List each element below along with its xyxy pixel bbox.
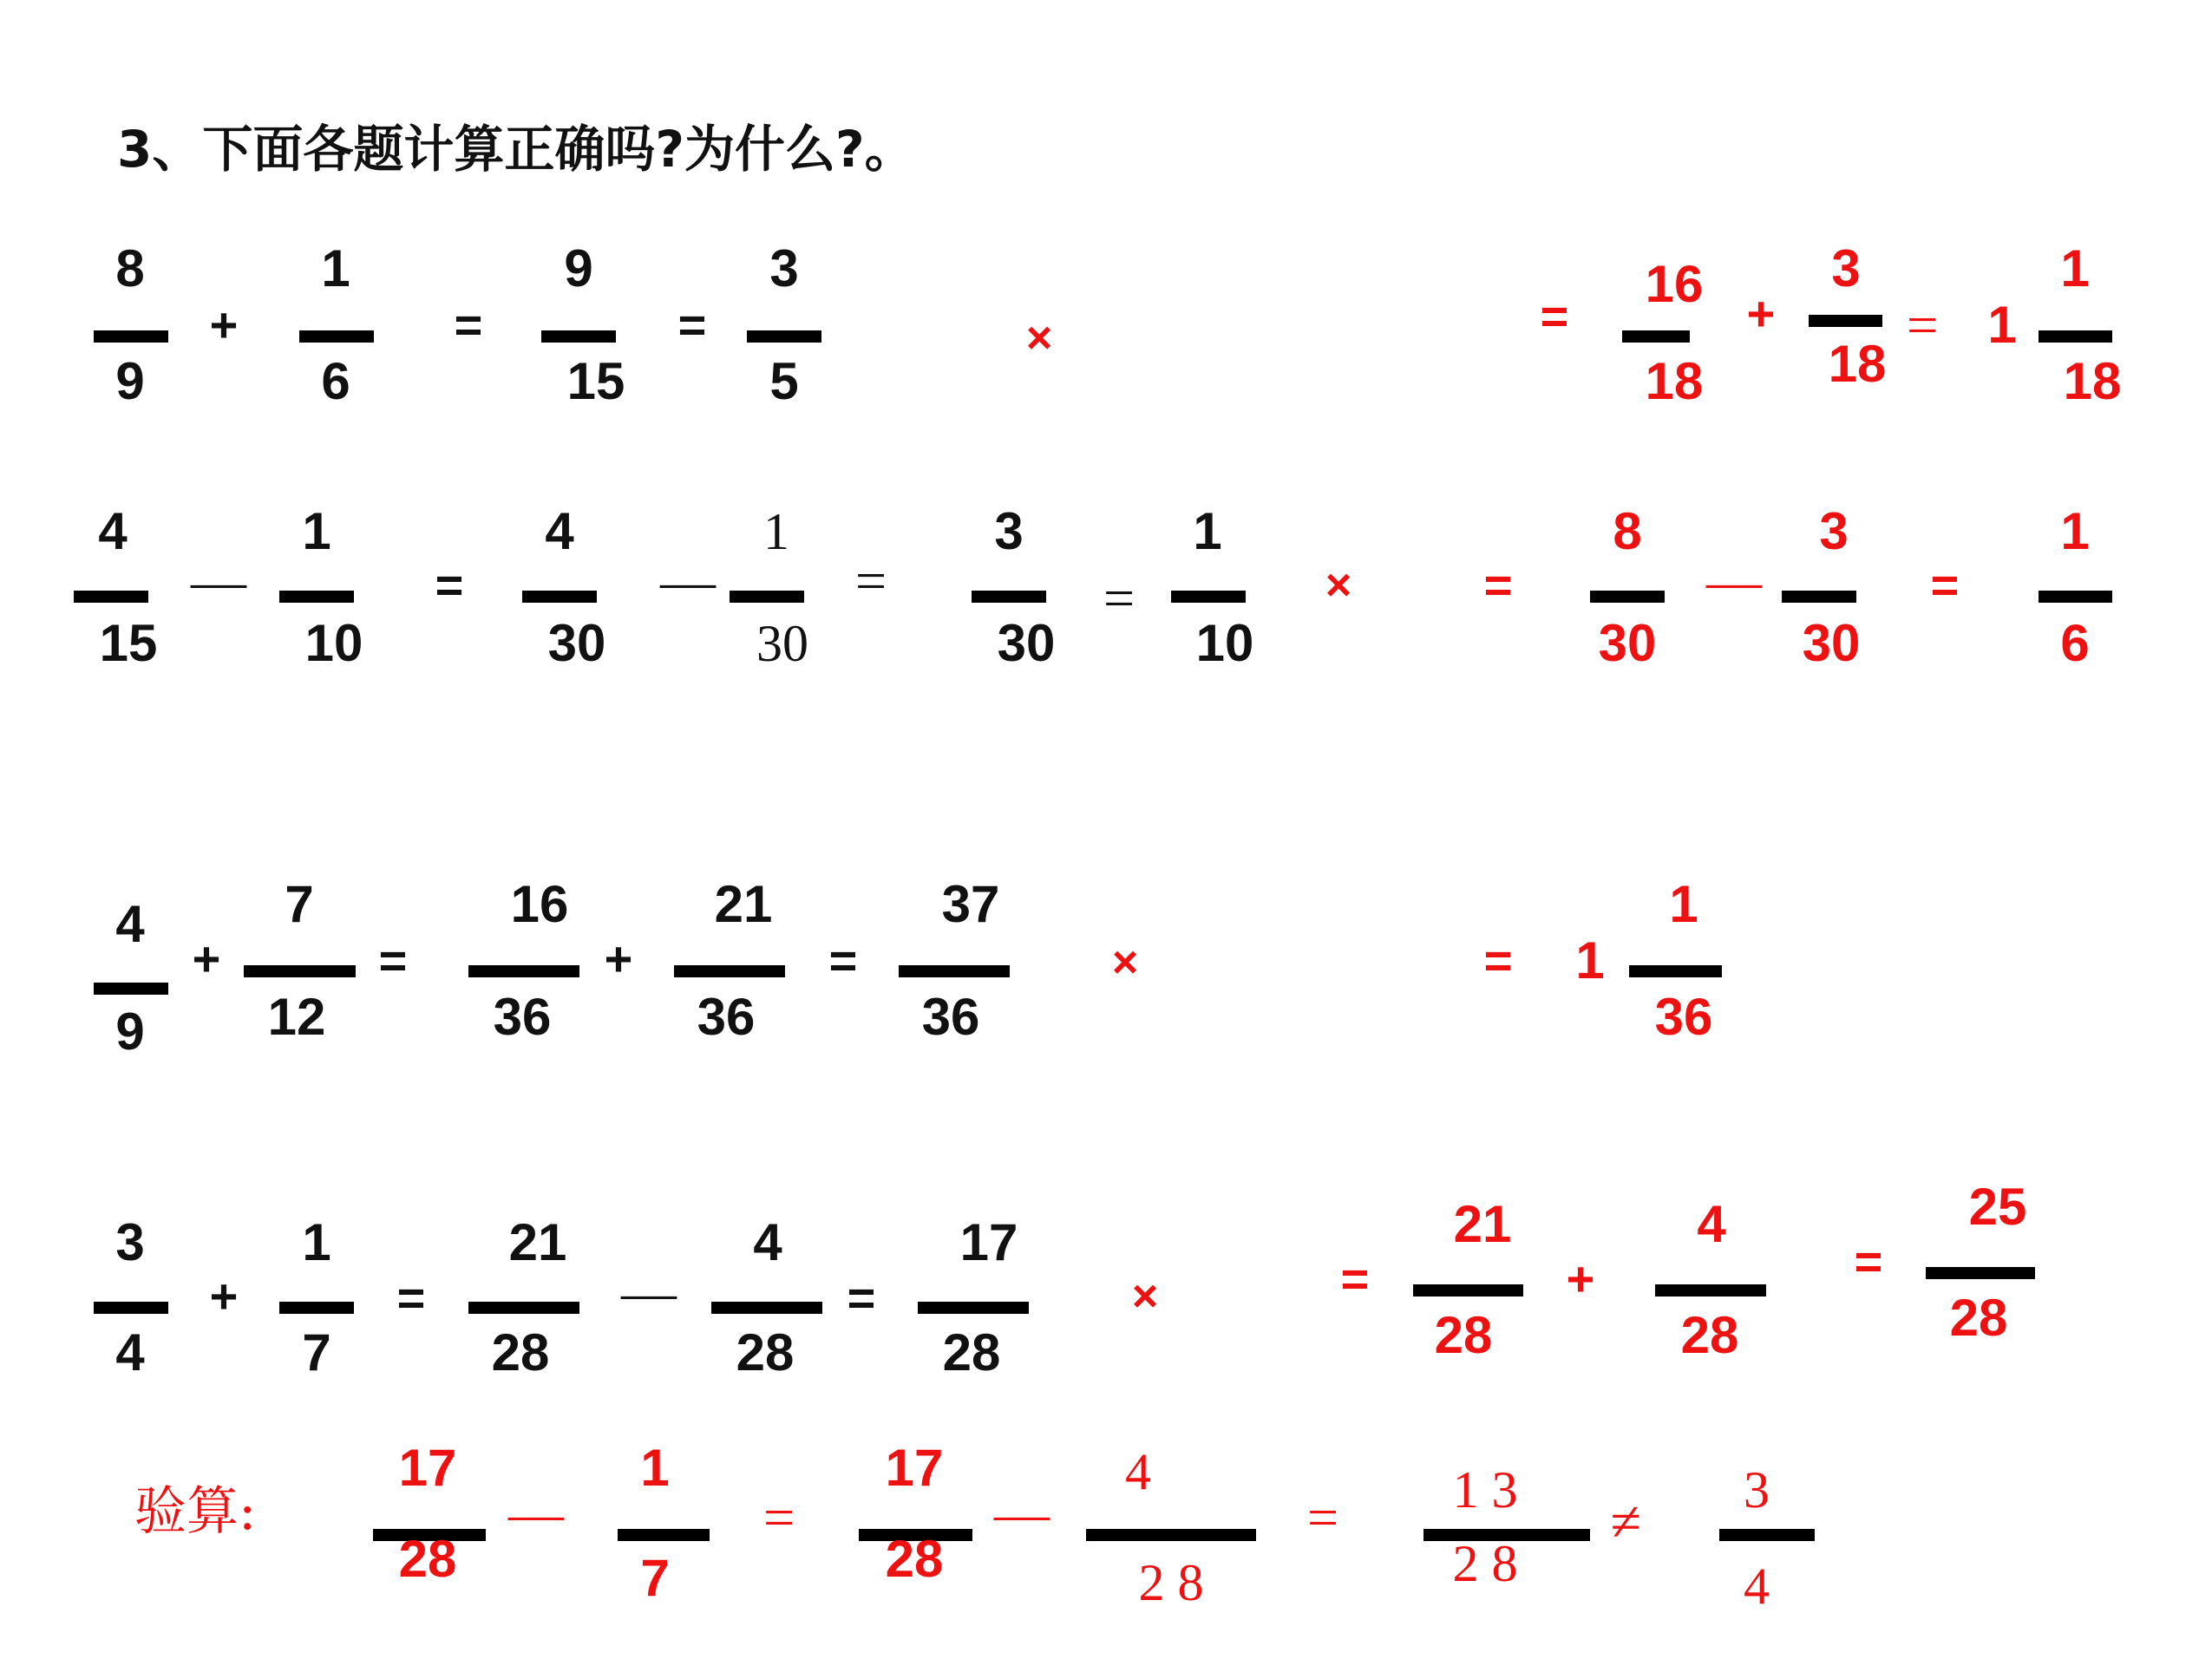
- p2-correction-fraction-3-bar: [2039, 591, 2112, 603]
- p4-work-fraction-2-denominator: 7: [302, 1323, 331, 1381]
- verify-fraction-2-denominator: 7: [640, 1549, 670, 1607]
- p4-correction-fraction-2-bar: [1655, 1284, 1766, 1297]
- p4-work-fraction-4-numerator: 4: [753, 1213, 782, 1271]
- p3-work-fraction-4-bar: [674, 965, 785, 977]
- verify-fraction-4-numerator: 4: [1125, 1443, 1151, 1500]
- equals-sign: =: [828, 933, 858, 988]
- p3-work-fraction-3-bar: [468, 965, 579, 977]
- p4-work-fraction-5-numerator: 17: [959, 1213, 1018, 1271]
- minus-sign: —: [508, 1482, 564, 1544]
- p2-work-fraction-4-bar: [730, 591, 804, 603]
- p2-work-fraction-1-denominator: 15: [99, 614, 158, 672]
- p4-correction-fraction-3-numerator: 25: [1968, 1178, 2027, 1236]
- p2-work-fraction-2-denominator: 10: [304, 614, 363, 672]
- verify-fraction-1-denominator: 28: [398, 1530, 457, 1588]
- plus-sign: +: [192, 931, 221, 986]
- p4-work-fraction-4-denominator: 28: [736, 1323, 795, 1381]
- p3-work-fraction-4-numerator: 21: [714, 875, 773, 933]
- p3-correction-fraction-1-bar: [1629, 965, 1722, 977]
- verify-fraction-1-numerator: 17: [398, 1439, 457, 1497]
- minus-sign: —: [621, 1261, 677, 1323]
- p4-work-fraction-3-denominator: 28: [491, 1323, 550, 1381]
- equals-sign: =: [1854, 1234, 1883, 1289]
- p4-work-fraction-2-bar: [279, 1302, 354, 1314]
- p4-work-fraction-5-bar: [918, 1302, 1029, 1314]
- p4-correction-fraction-2-denominator: 28: [1680, 1306, 1739, 1364]
- p2-correction-fraction-2-denominator: 30: [1802, 614, 1861, 672]
- p2-work-fraction-6-bar: [1171, 591, 1246, 603]
- p4-work-fraction-3-numerator: 21: [508, 1213, 567, 1271]
- p1-work-fraction-3-denominator: 15: [566, 352, 625, 410]
- p3-work-fraction-5-denominator: 36: [921, 988, 980, 1046]
- minus-sign: —: [191, 550, 246, 611]
- p1-work-fraction-3-bar: [541, 330, 616, 343]
- p1-correction-fraction-3-numerator: 1: [2060, 239, 2090, 297]
- plus-sign: +: [1566, 1251, 1595, 1306]
- p2-correction-fraction-3-numerator: 1: [2060, 502, 2090, 560]
- p2-work-fraction-4-denominator: 30: [756, 615, 808, 672]
- mixed-number-whole: 1: [1987, 296, 2017, 354]
- p1-work-fraction-1-numerator: 8: [115, 239, 145, 297]
- p2-work-fraction-2-bar: [279, 591, 354, 603]
- p2-work-fraction-2-numerator: 1: [302, 502, 331, 560]
- p4-correction-fraction-1-numerator: 21: [1453, 1195, 1512, 1253]
- verify-fraction-3-denominator: 28: [885, 1530, 944, 1588]
- p4-work-fraction-3-bar: [468, 1302, 579, 1314]
- p2-correction-fraction-2-bar: [1782, 591, 1856, 603]
- p2-correction-fraction-1-denominator: 30: [1598, 614, 1657, 672]
- equals-sign: =: [1103, 567, 1135, 629]
- wrong-mark: ×: [1325, 560, 1352, 611]
- equals-sign: =: [847, 1270, 876, 1325]
- page-title: 3、下面各题计算正确吗?为什么?。: [117, 120, 915, 179]
- equals-sign: =: [454, 297, 483, 352]
- p2-work-fraction-5-numerator: 3: [994, 502, 1024, 560]
- plus-sign: +: [604, 931, 633, 986]
- equals-sign: =: [677, 297, 707, 352]
- p4-work-fraction-1-denominator: 4: [115, 1323, 145, 1381]
- p1-correction-fraction-2-bar: [1809, 315, 1882, 327]
- equals-sign: =: [1930, 558, 1960, 612]
- p2-work-fraction-3-bar: [522, 591, 597, 603]
- p1-work-fraction-4-bar: [747, 330, 821, 343]
- p3-work-fraction-1-denominator: 9: [115, 1003, 145, 1061]
- verify-fraction-2-numerator: 1: [640, 1439, 670, 1497]
- plus-sign: +: [1746, 286, 1776, 341]
- mixed-number-whole: 1: [1575, 931, 1605, 990]
- p3-correction-fraction-1-numerator: 1: [1669, 875, 1698, 933]
- verify-fraction-3-numerator: 17: [885, 1439, 944, 1497]
- p4-work-fraction-1-numerator: 3: [115, 1213, 145, 1271]
- equals-sign: =: [854, 550, 887, 611]
- p1-correction-fraction-1-numerator: 16: [1645, 255, 1704, 313]
- p2-work-fraction-3-numerator: 4: [545, 502, 574, 560]
- p1-work-fraction-2-bar: [299, 330, 374, 343]
- p4-correction-fraction-1-bar: [1413, 1284, 1523, 1297]
- p1-work-fraction-1-denominator: 9: [115, 352, 145, 410]
- equals-sign: =: [1906, 294, 1939, 356]
- plus-sign: +: [209, 1269, 239, 1323]
- equals-sign: =: [762, 1486, 795, 1548]
- equals-sign: =: [396, 1270, 426, 1325]
- p1-correction-fraction-2-denominator: 18: [1828, 335, 1887, 393]
- p2-correction-fraction-1-numerator: 8: [1613, 502, 1642, 560]
- verify-fraction-4-bar: [1086, 1529, 1256, 1541]
- p3-work-fraction-3-numerator: 16: [510, 875, 569, 933]
- verify-fraction-4-denominator: 2 8: [1138, 1554, 1204, 1611]
- p2-correction-fraction-3-denominator: 6: [2060, 614, 2090, 672]
- equals-sign: =: [1340, 1251, 1370, 1306]
- p2-work-fraction-1-numerator: 4: [98, 502, 128, 560]
- equals-sign: =: [1483, 933, 1513, 988]
- p2-work-fraction-5-denominator: 30: [997, 614, 1056, 672]
- p3-work-fraction-2-denominator: 12: [267, 988, 326, 1046]
- wrong-mark: ×: [1025, 313, 1053, 363]
- verify-fraction-6-bar: [1719, 1529, 1815, 1541]
- verify-fraction-6-denominator: 4: [1744, 1558, 1770, 1615]
- verification-label: 验算:: [134, 1481, 257, 1542]
- verify-fraction-2-bar: [618, 1529, 710, 1541]
- p1-work-fraction-2-denominator: 6: [321, 352, 350, 410]
- p1-work-fraction-2-numerator: 1: [321, 239, 350, 297]
- equals-sign: =: [435, 558, 464, 612]
- p2-work-fraction-6-numerator: 1: [1193, 502, 1222, 560]
- p2-correction-fraction-2-numerator: 3: [1819, 502, 1849, 560]
- wrong-mark: ×: [1131, 1271, 1159, 1322]
- equals-sign: =: [1540, 289, 1569, 343]
- p2-work-fraction-6-denominator: 10: [1195, 614, 1254, 672]
- p2-correction-fraction-1-bar: [1590, 591, 1665, 603]
- equals-sign: =: [1306, 1486, 1339, 1548]
- verify-fraction-5-numerator: 1 3: [1452, 1461, 1518, 1519]
- p2-work-fraction-5-bar: [972, 591, 1046, 603]
- p1-work-fraction-4-denominator: 5: [769, 352, 799, 410]
- p4-correction-fraction-3-bar: [1926, 1267, 2035, 1279]
- plus-sign: +: [209, 297, 239, 352]
- p4-work-fraction-1-bar: [94, 1302, 168, 1314]
- p3-work-fraction-2-bar: [244, 965, 356, 977]
- minus-sign: —: [1706, 550, 1762, 611]
- p4-correction-fraction-2-numerator: 4: [1697, 1195, 1726, 1253]
- p3-work-fraction-4-denominator: 36: [697, 988, 756, 1046]
- p4-work-fraction-2-numerator: 1: [302, 1213, 331, 1271]
- p2-work-fraction-4-numerator: 1: [763, 503, 789, 560]
- p4-work-fraction-4-bar: [711, 1302, 822, 1314]
- p2-work-fraction-1-bar: [74, 591, 148, 603]
- wrong-mark: ×: [1111, 937, 1139, 988]
- p1-work-fraction-1-bar: [94, 330, 168, 343]
- p1-correction-fraction-3-denominator: 18: [2063, 352, 2122, 410]
- p1-correction-fraction-3-bar: [2039, 330, 2112, 343]
- not-equal-sign: ≠: [1610, 1491, 1641, 1552]
- p3-work-fraction-5-bar: [899, 965, 1010, 977]
- p1-correction-fraction-2-numerator: 3: [1831, 239, 1861, 297]
- p3-work-fraction-1-numerator: 4: [115, 895, 145, 953]
- p1-work-fraction-3-numerator: 9: [564, 239, 593, 297]
- minus-sign: —: [660, 550, 716, 611]
- minus-sign: —: [994, 1482, 1050, 1544]
- p4-correction-fraction-1-denominator: 28: [1434, 1306, 1493, 1364]
- p3-work-fraction-2-numerator: 7: [285, 875, 314, 933]
- equals-sign: =: [1483, 558, 1513, 612]
- p2-work-fraction-3-denominator: 30: [547, 614, 606, 672]
- verify-fraction-5-denominator: 2 8: [1452, 1535, 1518, 1592]
- p1-correction-fraction-1-bar: [1622, 330, 1690, 343]
- p3-correction-fraction-1-denominator: 36: [1654, 988, 1713, 1046]
- p3-work-fraction-1-bar: [94, 983, 168, 995]
- p1-correction-fraction-1-denominator: 18: [1645, 352, 1704, 410]
- p4-correction-fraction-3-denominator: 28: [1949, 1289, 2008, 1347]
- verify-fraction-6-numerator: 3: [1744, 1461, 1770, 1519]
- p3-work-fraction-5-numerator: 37: [941, 875, 1000, 933]
- p1-work-fraction-4-numerator: 3: [769, 239, 799, 297]
- p4-work-fraction-5-denominator: 28: [942, 1323, 1001, 1381]
- p3-work-fraction-3-denominator: 36: [493, 988, 552, 1046]
- equals-sign: =: [378, 933, 408, 988]
